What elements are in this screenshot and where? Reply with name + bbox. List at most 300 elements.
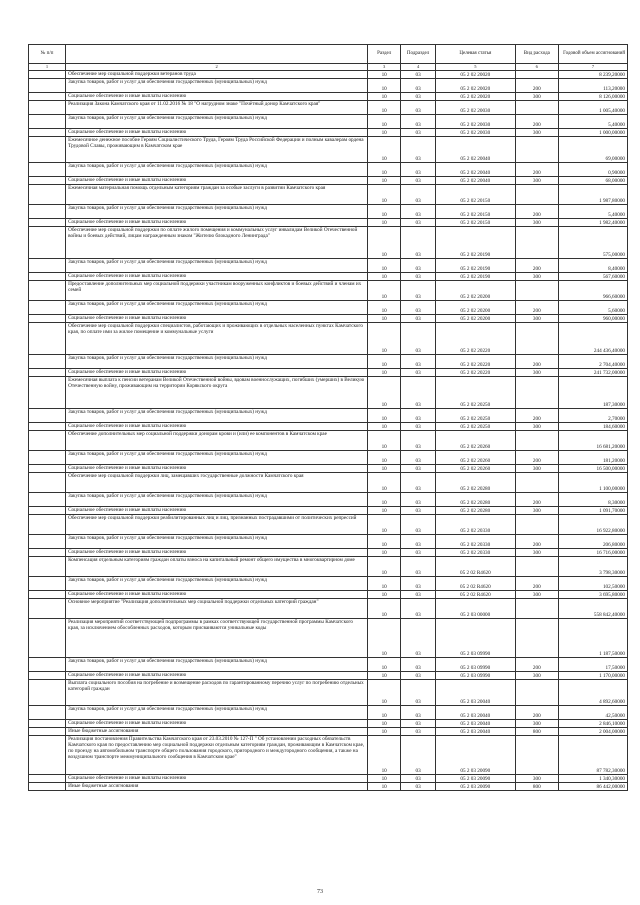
row-name-cell: Реализация мероприятий соответствующей подпрограммы в рамках соответствующей государственной программы Камчатского края, за исключением обособленных расходов, которым присваиваются уникальные коды [66,619,368,658]
index-row [29,64,628,71]
row-subsection-cell: 03 [401,129,436,137]
header-sum: Годовой объем ассигнований [559,45,628,64]
row-section-cell: 10 [368,71,401,79]
row-name-cell: Реализация Закона Камчатского края от 11.02.2016 № 18 "О нагрудном знаке "Почётный донор Камчатского края" [66,101,368,115]
row-sum-cell: 8 126,00000 [559,93,628,101]
row-expense-type-cell [515,515,558,535]
row-num-cell [29,783,66,791]
table-row [29,219,628,227]
row-subsection-cell: 03 [401,515,436,535]
row-sum-cell: 68,00000 [559,177,628,185]
row-name-cell: Закупка товаров, работ и услуг для обеспечения государственных (муниципальных) нужд [66,409,368,423]
row-sum-cell: 8,30000 [559,493,628,507]
row-sum-cell: 1 170,00000 [559,672,628,680]
table-row [29,273,628,281]
row-name-cell: Закупка товаров, работ и услуг для обеспечения государственных (муниципальных) нужд [66,79,368,93]
row-subsection-cell: 03 [401,557,436,577]
row-num-cell [29,281,66,301]
row-subsection-cell: 03 [401,451,436,465]
row-section-cell: 10 [368,680,401,706]
row-name-cell: Закупка товаров, работ и услуг для обеспечения государственных (муниципальных) нужд [66,205,368,219]
row-subsection-cell: 03 [401,775,436,783]
row-num-cell [29,672,66,680]
row-subsection-cell: 03 [401,599,436,619]
row-article-cell: 05 2 02 R4620 [436,557,516,577]
row-article-cell: 05 2 03 20090 [436,783,516,791]
row-name-cell: Ежемесячная выплата к пенсии ветеранам Великой Отечественной войны, вдовам военнослужащих, погибших (умерших) в Великую Отечественную войну, проживающим на территории Корякского округа [66,377,368,409]
row-num-cell [29,129,66,137]
row-article-cell: 05 2 03 09990 [436,672,516,680]
row-num-cell [29,515,66,535]
row-subsection-cell: 03 [401,507,436,515]
row-name-cell: Обеспечение мер социальной поддержки лиц, замещавших государственные должности Камчатского края [66,473,368,493]
row-expense-type-cell [515,281,558,301]
row-expense-type-cell: 300 [515,315,558,323]
row-name-cell: Социальное обеспечение и иные выплаты населению [66,93,368,101]
row-name-cell: Социальное обеспечение и иные выплаты населению [66,369,368,377]
table-row [29,706,628,720]
row-num-cell [29,728,66,736]
row-sum-cell: 102,50000 [559,577,628,591]
row-subsection-cell: 03 [401,706,436,720]
row-section-cell: 10 [368,409,401,423]
row-name-cell: Закупка товаров, работ и услуг для обеспечения государственных (муниципальных) нужд [66,706,368,720]
row-sum-cell: 8 239,20000 [559,71,628,79]
row-section-cell: 10 [368,377,401,409]
row-section-cell: 10 [368,177,401,185]
row-section-cell: 10 [368,775,401,783]
row-section-cell: 10 [368,163,401,177]
row-section-cell: 10 [368,273,401,281]
row-name-cell: Реализация постановления Правительства Камчатского края от 23.03.2010 № 127-П " Об установлении расходных обязательств Камчатского края по предоставлению мер социальной поддержки отдельным категориям граждан, проживающим в Камчатском крае, по проезду на автомобильном транспорте общего пользования городского, пригородного и междугородного сообщения, а также на воздушном транспорте межмуниципального сообщения в Камчатском крае" [66,736,368,775]
row-subsection-cell: 03 [401,101,436,115]
row-sum-cell: 187,30000 [559,377,628,409]
row-name-cell: Социальное обеспечение и иные выплаты населению [66,549,368,557]
row-section-cell: 10 [368,706,401,720]
row-num-cell [29,377,66,409]
row-sum-cell: 1 091,70000 [559,507,628,515]
row-subsection-cell: 03 [401,473,436,493]
row-subsection-cell: 03 [401,115,436,129]
row-sum-cell: 575,00000 [559,227,628,259]
row-sum-cell: 2 704,40000 [559,355,628,369]
row-sum-cell: 960,00000 [559,315,628,323]
row-subsection-cell: 03 [401,409,436,423]
row-name-cell: Обеспечение мер социальной поддержки специалистов, работающих и проживающих в отдельных населенных пунктах Камчатского края, по оплате ими за жилое помещение и коммунальные услуги [66,323,368,355]
row-article-cell: 05 2 03 09990 [436,619,516,658]
row-article-cell: 05 2 02 20220 [436,323,516,355]
row-section-cell: 10 [368,369,401,377]
row-subsection-cell: 03 [401,680,436,706]
row-expense-type-cell: 200 [515,535,558,549]
row-subsection-cell: 03 [401,185,436,205]
table-row [29,185,628,205]
row-section-cell: 10 [368,473,401,493]
row-article-cell: 05 2 02 20040 [436,137,516,163]
row-name-cell: Закупка товаров, работ и услуг для обеспечения государственных (муниципальных) нужд [66,115,368,129]
table-row [29,409,628,423]
row-subsection-cell: 03 [401,71,436,79]
row-expense-type-cell [515,619,558,658]
row-num-cell [29,93,66,101]
row-expense-type-cell: 200 [515,658,558,672]
row-subsection-cell: 03 [401,219,436,227]
budget-table [28,44,628,791]
row-article-cell: 05 2 02 20030 [436,115,516,129]
row-section-cell: 10 [368,185,401,205]
row-expense-type-cell: 300 [515,423,558,431]
table-row [29,493,628,507]
row-num-cell [29,493,66,507]
row-article-cell: 05 2 03 20040 [436,680,516,706]
row-article-cell: 05 2 03 09990 [436,658,516,672]
row-section-cell: 10 [368,599,401,619]
row-name-cell: Иные бюджетные ассигнования [66,783,368,791]
row-section-cell: 10 [368,301,401,315]
row-sum-cell: 2 004,00000 [559,728,628,736]
table-row [29,557,628,577]
row-num-cell [29,473,66,493]
table-row [29,783,628,791]
row-section-cell: 10 [368,557,401,577]
row-subsection-cell: 03 [401,369,436,377]
row-num-cell [29,577,66,591]
row-name-cell: Социальное обеспечение и иные выплаты населению [66,720,368,728]
row-expense-type-cell [515,680,558,706]
row-article-cell: 05 2 02 20150 [436,205,516,219]
budget-table-sheet [28,44,628,791]
row-article-cell: 05 2 03 20040 [436,720,516,728]
row-name-cell: Основное мероприятие "Реализация дополнительных мер социальной поддержки отдельных категорий граждан" [66,599,368,619]
row-article-cell: 05 2 02 20280 [436,473,516,493]
row-expense-type-cell: 200 [515,577,558,591]
row-sum-cell: 1 987,80000 [559,185,628,205]
table-row [29,101,628,115]
row-article-cell: 05 2 02 20200 [436,301,516,315]
row-sum-cell: 206,80000 [559,535,628,549]
row-name-cell: Закупка товаров, работ и услуг для обеспечения государственных (муниципальных) нужд [66,451,368,465]
table-row [29,129,628,137]
row-name-cell: Социальное обеспечение и иные выплаты населению [66,129,368,137]
row-section-cell: 10 [368,137,401,163]
row-article-cell: 05 2 03 20090 [436,736,516,775]
row-subsection-cell: 03 [401,377,436,409]
row-section-cell: 10 [368,783,401,791]
row-name-cell: Закупка товаров, работ и услуг для обеспечения государственных (муниципальных) нужд [66,259,368,273]
row-name-cell: Социальное обеспечение и иные выплаты населению [66,507,368,515]
table-row [29,163,628,177]
row-article-cell: 05 2 02 20190 [436,273,516,281]
table-row [29,599,628,619]
index-cell: 3 [368,64,401,71]
row-article-cell: 05 2 02 20330 [436,515,516,535]
row-section-cell: 10 [368,720,401,728]
row-article-cell: 05 2 02 R4620 [436,591,516,599]
row-subsection-cell: 03 [401,177,436,185]
row-num-cell [29,775,66,783]
table-row [29,79,628,93]
row-expense-type-cell: 300 [515,549,558,557]
row-num-cell [29,706,66,720]
table-row [29,465,628,473]
row-sum-cell: 5,40000 [559,115,628,129]
row-num-cell [29,177,66,185]
row-subsection-cell: 03 [401,281,436,301]
row-num-cell [29,273,66,281]
table-row [29,775,628,783]
row-num-cell [29,185,66,205]
index-cell: 1 [29,64,66,71]
row-num-cell [29,369,66,377]
row-section-cell: 10 [368,115,401,129]
row-num-cell [29,301,66,315]
row-sum-cell: 1 005,40000 [559,101,628,115]
row-article-cell: 05 2 02 20200 [436,315,516,323]
row-sum-cell: 4 892,60000 [559,680,628,706]
row-name-cell: Обеспечение дополнительных мер социальной поддержки донорам крови и (или) ее компонентов в Камчатском крае [66,431,368,451]
row-name-cell: Социальное обеспечение и иные выплаты населению [66,219,368,227]
row-name-cell: Социальное обеспечение и иные выплаты населению [66,423,368,431]
header-name [66,45,368,64]
row-expense-type-cell [515,557,558,577]
row-section-cell: 10 [368,591,401,599]
row-article-cell: 05 2 02 20250 [436,423,516,431]
row-sum-cell: 16 922,80000 [559,515,628,535]
row-name-cell: Закупка товаров, работ и услуг для обеспечения государственных (муниципальных) нужд [66,355,368,369]
row-section-cell: 10 [368,355,401,369]
table-row [29,473,628,493]
row-num-cell [29,507,66,515]
row-sum-cell: 86 442,00000 [559,783,628,791]
row-subsection-cell: 03 [401,465,436,473]
row-section-cell: 10 [368,736,401,775]
row-name-cell: Ежемесячная материальная помощь отдельным категориям граждан за особые заслуги в развитии Камчатского края [66,185,368,205]
table-row [29,281,628,301]
row-subsection-cell: 03 [401,301,436,315]
row-article-cell: 05 2 02 20280 [436,507,516,515]
row-num-cell [29,619,66,658]
table-row [29,227,628,259]
row-article-cell: 05 2 02 20260 [436,431,516,451]
row-expense-type-cell [515,185,558,205]
table-row [29,451,628,465]
row-name-cell: Закупка товаров, работ и услуг для обеспечения государственных (муниципальных) нужд [66,163,368,177]
index-cell: 4 [401,64,436,71]
row-section-cell: 10 [368,493,401,507]
table-row [29,728,628,736]
table-row [29,577,628,591]
row-article-cell: 05 2 02 20150 [436,219,516,227]
row-article-cell: 05 2 02 20040 [436,177,516,185]
row-num-cell [29,315,66,323]
row-sum-cell: 2,70000 [559,409,628,423]
row-num-cell [29,423,66,431]
row-article-cell: 05 2 02 20150 [436,185,516,205]
row-expense-type-cell: 200 [515,163,558,177]
row-subsection-cell: 03 [401,227,436,259]
row-num-cell [29,736,66,775]
row-expense-type-cell: 300 [515,507,558,515]
row-num-cell [29,720,66,728]
row-article-cell: 05 2 02 20250 [436,377,516,409]
row-name-cell: Социальное обеспечение и иные выплаты населению [66,672,368,680]
row-subsection-cell: 03 [401,315,436,323]
row-article-cell: 05 2 03 00000 [436,599,516,619]
row-article-cell: 05 2 02 20020 [436,93,516,101]
row-num-cell [29,259,66,273]
row-article-cell: 05 2 03 20040 [436,728,516,736]
row-expense-type-cell: 200 [515,409,558,423]
row-section-cell: 10 [368,259,401,273]
row-section-cell: 10 [368,93,401,101]
row-expense-type-cell: 300 [515,465,558,473]
row-article-cell: 05 2 02 20330 [436,535,516,549]
row-name-cell: Социальное обеспечение и иные выплаты населению [66,775,368,783]
table-row [29,535,628,549]
table-row [29,323,628,355]
row-section-cell: 10 [368,423,401,431]
table-row [29,137,628,163]
table-row [29,93,628,101]
row-sum-cell: 1 100,00000 [559,473,628,493]
row-article-cell: 05 2 02 20260 [436,451,516,465]
row-subsection-cell: 03 [401,736,436,775]
row-section-cell: 10 [368,672,401,680]
row-section-cell: 10 [368,315,401,323]
row-article-cell: 05 2 02 20040 [436,163,516,177]
row-section-cell: 10 [368,79,401,93]
row-name-cell: Обеспечение мер социальной поддержки ветеранов труда [66,71,368,79]
row-section-cell: 10 [368,549,401,557]
table-row [29,115,628,129]
row-sum-cell: 16 681,20000 [559,431,628,451]
row-section-cell: 10 [368,205,401,219]
row-name-cell: Закупка товаров, работ и услуг для обеспечения государственных (муниципальных) нужд [66,535,368,549]
header-section: Раздел [368,45,401,64]
row-num-cell [29,680,66,706]
row-num-cell [29,658,66,672]
table-row [29,619,628,658]
row-article-cell: 05 2 02 20030 [436,101,516,115]
row-expense-type-cell: 200 [515,259,558,273]
row-expense-type-cell: 300 [515,177,558,185]
header-num: № п/п [29,45,66,64]
header-article: Целевая статья [436,45,516,64]
row-expense-type-cell: 300 [515,129,558,137]
row-sum-cell: 8,40000 [559,259,628,273]
row-sum-cell: 0,90000 [559,163,628,177]
row-expense-type-cell: 200 [515,301,558,315]
index-cell: 5 [436,64,516,71]
index-cell: 6 [515,64,558,71]
row-name-cell: Закупка товаров, работ и услуг для обеспечения государственных (муниципальных) нужд [66,658,368,672]
row-sum-cell: 1 187,50000 [559,619,628,658]
table-row [29,259,628,273]
row-sum-cell: 244 436,40000 [559,323,628,355]
header-subsection: Подраздел [401,45,436,64]
row-name-cell: Социальное обеспечение и иные выплаты населению [66,177,368,185]
row-name-cell: Социальное обеспечение и иные выплаты населению [66,591,368,599]
row-subsection-cell: 03 [401,672,436,680]
row-expense-type-cell: 300 [515,672,558,680]
row-name-cell: Закупка товаров, работ и услуг для обеспечения государственных (муниципальных) нужд [66,301,368,315]
row-sum-cell: 69,00000 [559,137,628,163]
row-section-cell: 10 [368,658,401,672]
row-subsection-cell: 03 [401,273,436,281]
row-name-cell: Социальное обеспечение и иные выплаты населению [66,315,368,323]
row-subsection-cell: 03 [401,93,436,101]
row-section-cell: 10 [368,281,401,301]
page-number: 73 [317,889,323,895]
header-expense-type: Вид расхода [515,45,558,64]
row-section-cell: 10 [368,577,401,591]
row-expense-type-cell: 300 [515,93,558,101]
row-expense-type-cell: 200 [515,79,558,93]
row-sum-cell: 2 846,10000 [559,720,628,728]
row-name-cell: Ежемесячное денежное пособие Героям Социалистического Труда, Героям Труда Российской Федерации и полным кавалерам ордена Трудовой Славы, проживающим в Камчатском крае [66,137,368,163]
table-row [29,301,628,315]
row-sum-cell: 16 716,00000 [559,549,628,557]
row-num-cell [29,219,66,227]
row-sum-cell: 3 695,80000 [559,591,628,599]
row-name-cell: Предоставление дополнительных мер социальной поддержки участникам вооруженных конфликтов и боевых действий и членам их семей [66,281,368,301]
row-sum-cell: 87 782,30000 [559,736,628,775]
row-section-cell: 10 [368,515,401,535]
index-cell: 2 [66,64,368,71]
row-section-cell: 10 [368,465,401,473]
row-num-cell [29,79,66,93]
table-row [29,680,628,706]
row-section-cell: 10 [368,129,401,137]
row-sum-cell: 241 732,00000 [559,369,628,377]
row-sum-cell: 181,20000 [559,451,628,465]
row-expense-type-cell [515,323,558,355]
row-sum-cell: 1 000,00000 [559,129,628,137]
row-section-cell: 10 [368,227,401,259]
row-subsection-cell: 03 [401,535,436,549]
row-num-cell [29,205,66,219]
row-subsection-cell: 03 [401,720,436,728]
row-name-cell: Закупка товаров, работ и услуг для обеспечения государственных (муниципальных) нужд [66,577,368,591]
row-section-cell: 10 [368,431,401,451]
row-expense-type-cell: 800 [515,783,558,791]
row-num-cell [29,591,66,599]
row-sum-cell: 3 798,30000 [559,557,628,577]
table-row [29,736,628,775]
row-num-cell [29,163,66,177]
row-num-cell [29,431,66,451]
row-num-cell [29,227,66,259]
row-expense-type-cell: 200 [515,493,558,507]
row-num-cell [29,535,66,549]
row-article-cell: 05 2 02 20220 [436,355,516,369]
row-subsection-cell: 03 [401,355,436,369]
row-expense-type-cell: 300 [515,273,558,281]
table-row [29,720,628,728]
row-section-cell: 10 [368,619,401,658]
row-expense-type-cell [515,473,558,493]
row-subsection-cell: 03 [401,591,436,599]
row-sum-cell: 966,60000 [559,281,628,301]
row-expense-type-cell: 800 [515,728,558,736]
row-article-cell: 05 2 02 20190 [436,227,516,259]
row-expense-type-cell [515,71,558,79]
row-expense-type-cell: 300 [515,369,558,377]
row-num-cell [29,101,66,115]
row-subsection-cell: 03 [401,323,436,355]
row-subsection-cell: 03 [401,728,436,736]
row-expense-type-cell: 300 [515,591,558,599]
